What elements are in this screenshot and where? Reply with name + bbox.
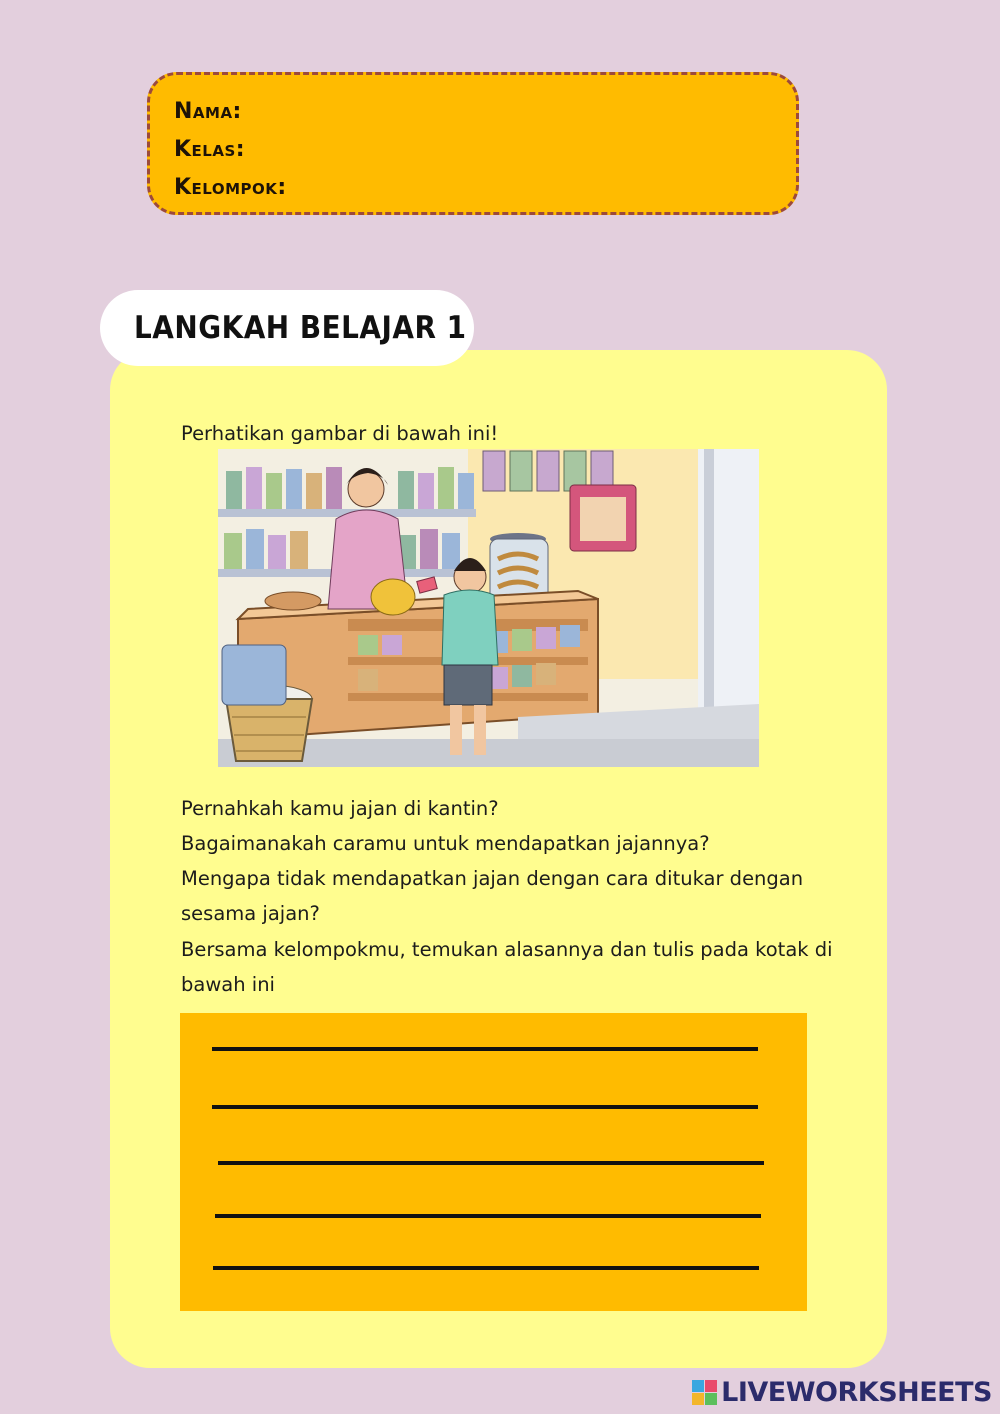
answer-line-5[interactable] bbox=[213, 1266, 759, 1270]
group-label: Kelompok: bbox=[174, 175, 287, 200]
liveworksheets-text: LIVEWORKSHEETS bbox=[721, 1377, 992, 1408]
answer-line-1[interactable] bbox=[212, 1047, 758, 1051]
question-3: Mengapa tidak mendapatkan jajan dengan cara ditukar dengan sesama jajan? bbox=[181, 867, 804, 925]
student-info-box bbox=[147, 72, 799, 215]
step-header bbox=[100, 290, 474, 366]
class-label: Kelas: bbox=[174, 137, 246, 162]
question-4: Bersama kelompokmu, temukan alasannya dan tulis pada kotak di bawah ini bbox=[181, 938, 833, 996]
instruction-text: Perhatikan gambar di bawah ini! bbox=[181, 422, 499, 445]
question-1: Pernahkah kamu jajan di kantin? bbox=[181, 797, 499, 820]
answer-line-3[interactable] bbox=[218, 1161, 764, 1165]
shop-illustration bbox=[218, 449, 759, 767]
name-label: Nama: bbox=[174, 99, 242, 124]
answer-line-2[interactable] bbox=[212, 1105, 758, 1109]
question-2: Bagaimanakah caramu untuk mendapatkan jajannya? bbox=[181, 832, 710, 855]
liveworksheets-logo-icon bbox=[692, 1380, 717, 1405]
answer-box[interactable] bbox=[180, 1013, 807, 1311]
step-title: LANGKAH BELAJAR 1 bbox=[134, 310, 467, 346]
liveworksheets-branding bbox=[692, 1377, 992, 1408]
answer-line-4[interactable] bbox=[215, 1214, 761, 1218]
shop-illustration-icon bbox=[218, 449, 759, 767]
